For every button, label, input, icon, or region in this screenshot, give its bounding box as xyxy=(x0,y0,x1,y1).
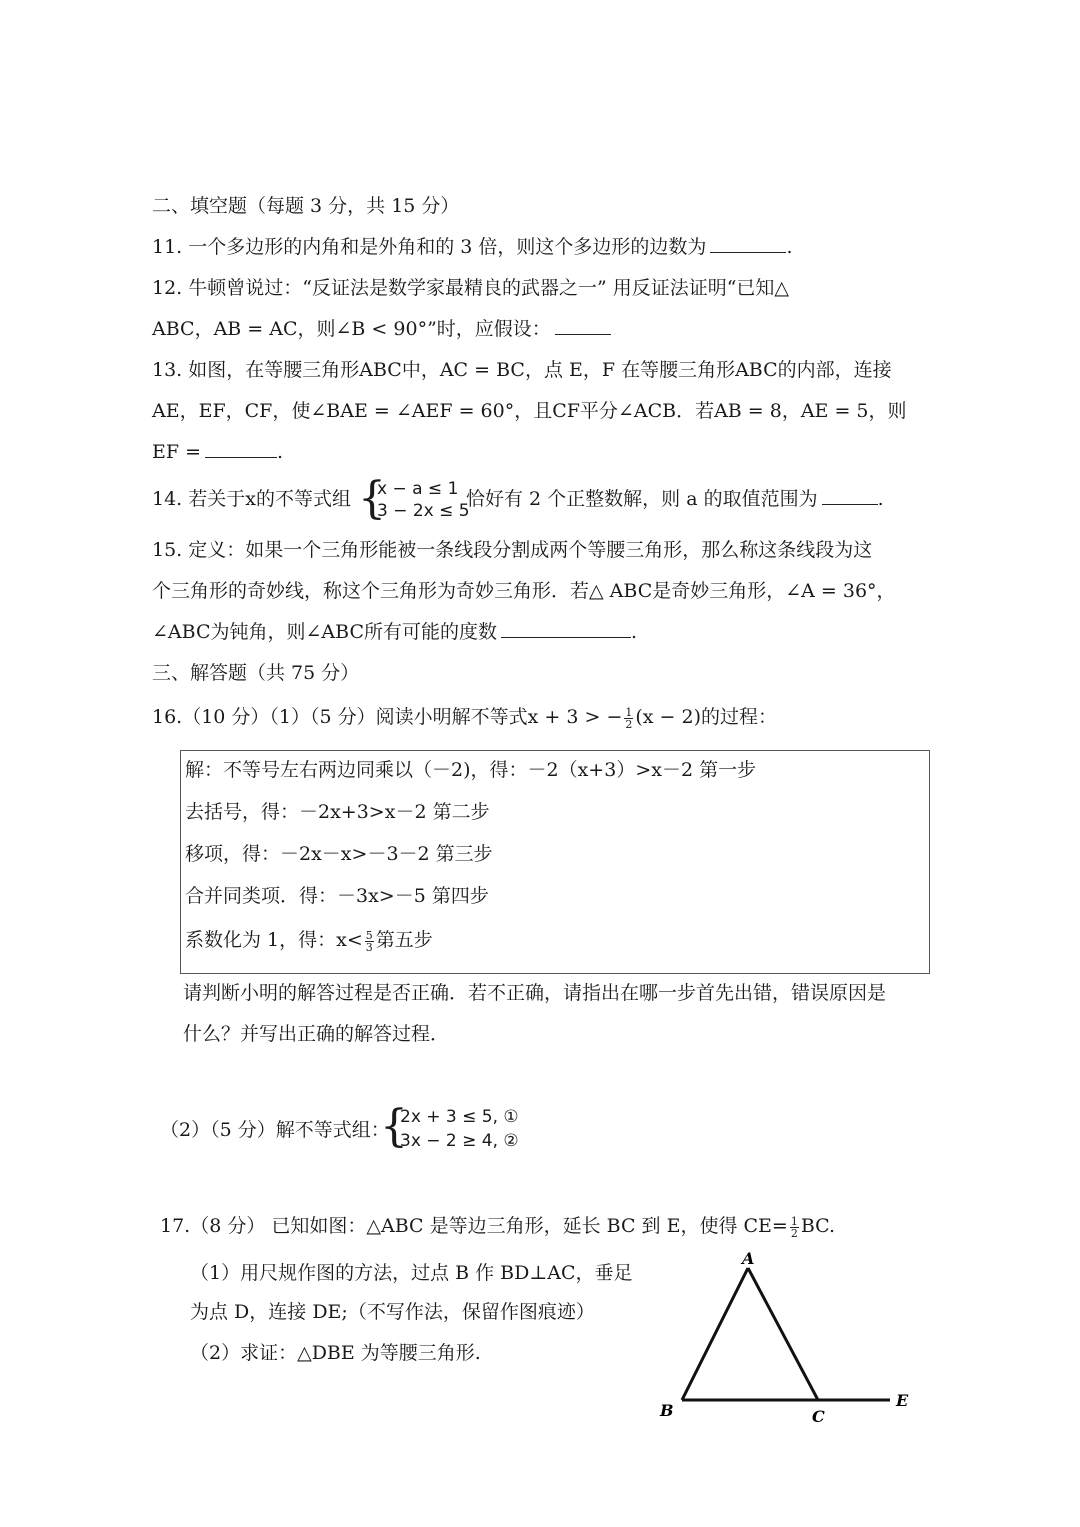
system-brace: { xyxy=(380,1101,408,1152)
question-17-intro-prefix: 17.（8 分） 已知如图：△ABC 是等边三角形，延长 BC 到 E，使得 CE= xyxy=(160,1215,788,1237)
label-a: A xyxy=(742,1250,755,1268)
label-c: C xyxy=(812,1407,825,1426)
question-14-suffix: 恰好有 2 个正整数解，则 a 的取值范围为 xyxy=(466,488,818,510)
question-16-system-row1: 2x + 3 ≤ 5, ① xyxy=(400,1107,519,1127)
label-e: E xyxy=(896,1391,909,1410)
solution-step-3: 移项，得：－2x－x>－3－2 第三步 xyxy=(185,843,493,865)
answer-blank[interactable] xyxy=(555,316,611,335)
section3-heading: 三、解答题（共 75 分） xyxy=(152,662,360,684)
question-17-part1-line2: 为点 D，连接 DE;（不写作法，保留作图痕迹） xyxy=(190,1301,595,1323)
question-17-part1-line1: （1）用尺规作图的方法，过点 B 作 BD⊥AC，垂足 xyxy=(190,1262,633,1284)
question-17-intro-suffix: BC. xyxy=(800,1215,836,1237)
question-16-part2-prefix: （2）（5 分）解不等式组： xyxy=(160,1119,390,1141)
side-ac xyxy=(748,1268,818,1400)
question-16-prompt-line2: 什么？并写出正确的解答过程． xyxy=(183,1023,450,1045)
question-15-text: ∠ABC为钝角，则∠ABC所有可能的度数 xyxy=(152,621,497,643)
section2-heading: 二、填空题（每题 3 分，共 15 分） xyxy=(152,195,460,217)
question-15-line1: 15. 定义：如果一个三角形能被一条线段分割成两个等腰三角形，那么称这条线段为这 xyxy=(152,539,873,561)
question-17-intro xyxy=(160,1213,835,1239)
question-11-text: 11. 一个多边形的内角和是外角和的 3 倍，则这个多边形的边数为 xyxy=(152,236,707,258)
question-11 xyxy=(152,234,792,260)
question-13-text: EF = xyxy=(152,441,202,463)
question-11-end: . xyxy=(786,236,793,258)
triangle-figure xyxy=(650,1250,930,1440)
answer-blank[interactable] xyxy=(205,439,277,458)
side-ab xyxy=(682,1268,748,1400)
solution-step-5-prefix: 系数化为 1，得：x< xyxy=(185,929,363,951)
question-15-line3 xyxy=(152,619,637,645)
solution-step-5 xyxy=(185,927,433,953)
answer-blank[interactable] xyxy=(822,486,878,505)
fraction-one-half: $\frac{1}{2}$ xyxy=(625,705,633,731)
system-brace: { xyxy=(358,473,386,524)
question-14-end: . xyxy=(877,488,884,510)
solution-step-4: 合并同类项．得：－3x>－5 第四步 xyxy=(185,885,489,907)
question-14-system-row1: x − a ≤ 1 xyxy=(377,479,459,499)
question-15-end: . xyxy=(631,621,638,643)
question-13-end: . xyxy=(277,441,284,463)
solution-step-5-suffix: 第五步 xyxy=(375,929,433,951)
question-12-line2 xyxy=(152,316,611,342)
question-16-prompt-line1: 请判断小明的解答过程是否正确．若不正确，请指出在哪一步首先出错，错误原因是 xyxy=(183,982,887,1004)
question-16-intro xyxy=(152,704,777,730)
solution-step-1: 解：不等号左右两边同乘以（－2)，得：－2（x+3）>x－2 第一步 xyxy=(185,759,757,781)
question-13-line1: 13. 如图，在等腰三角形ABC中，AC = BC，点 E，F 在等腰三角形ABC的内部，连接 xyxy=(152,359,892,381)
question-12-line1: 12. 牛顿曾说过：“反证法是数学家最精良的武器之一” 用反证法证明“已知△ xyxy=(152,277,790,299)
fraction-five-thirds: $\frac{5}{3}$ xyxy=(365,928,373,954)
question-16-intro-prefix: 16.（10 分）（1）（5 分）阅读小明解不等式x + 3 > − xyxy=(152,706,623,728)
question-13-line2: AE，EF，CF，使∠BAE = ∠AEF = 60°，且CF平分∠ACB．若AB = 8，AE = 5，则 xyxy=(152,400,907,422)
solution-box xyxy=(180,750,930,974)
question-13-line3 xyxy=(152,439,283,465)
label-b: B xyxy=(660,1401,674,1420)
question-14-suffix-line xyxy=(466,486,884,512)
question-16-intro-suffix: (x − 2)的过程： xyxy=(635,706,778,728)
question-14-system-row2: 3 − 2x ≤ 5 xyxy=(377,501,470,521)
question-16-system-row2: 3x − 2 ≥ 4, ② xyxy=(400,1131,519,1151)
question-12-text: ABC，AB = AC，则∠B < 90°”时，应假设： xyxy=(152,318,551,340)
answer-blank[interactable] xyxy=(710,234,786,253)
question-15-line2: 个三角形的奇妙线，称这个三角形为奇妙三角形．若△ ABC是奇妙三角形，∠A = 36°， xyxy=(152,580,896,602)
question-14-prefix: 14. 若关于x的不等式组 xyxy=(152,488,351,510)
answer-blank[interactable] xyxy=(501,619,631,638)
solution-step-2: 去括号，得：－2x+3>x－2 第二步 xyxy=(185,801,490,823)
question-17-part2: （2）求证：△DBE 为等腰三角形. xyxy=(190,1342,481,1364)
fraction-one-half: $\frac{1}{2}$ xyxy=(790,1214,798,1240)
